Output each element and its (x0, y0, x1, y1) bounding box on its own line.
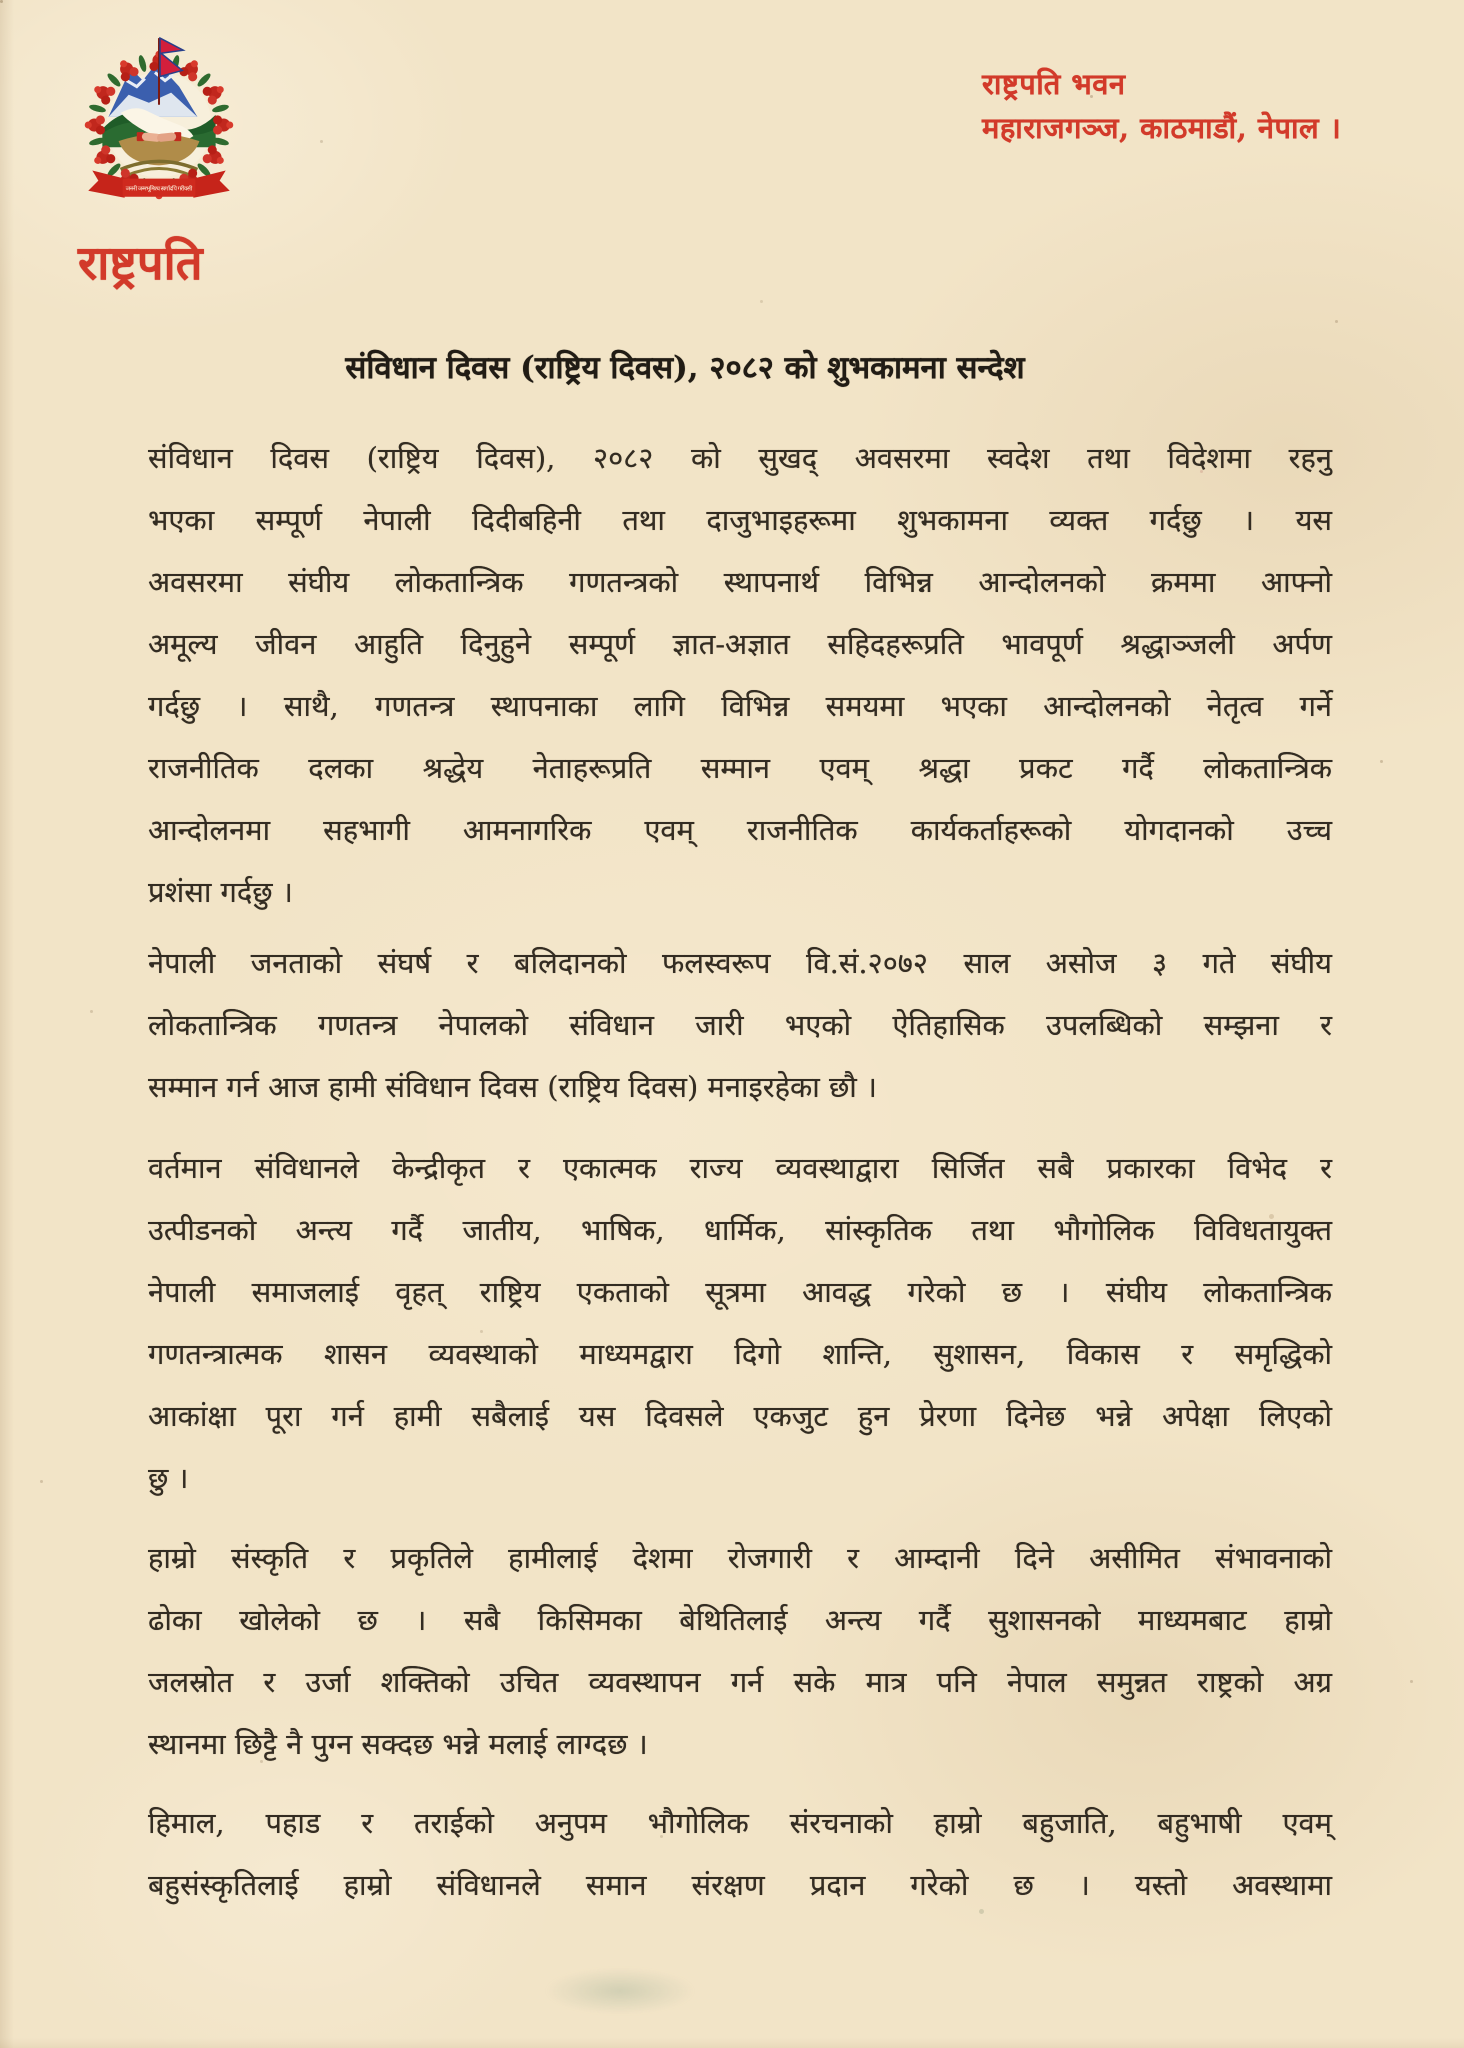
paper-speckles (0, 0, 3, 3)
paragraph-line: जलस्रोत र उर्जा शक्तिको उचित व्यवस्थापन गर्न सके मात्र पनि नेपाल समुन्नत राष्ट्रको अग्र (148, 1665, 1332, 1699)
paragraph-line: उत्पीडनको अन्त्य गर्दै जातीय, भाषिक, धार्मिक, सांस्कृतिक तथा भौगोलिक विविधतायुक्त (148, 1213, 1332, 1247)
paragraph-line: आकांक्षा पूरा गर्न हामी सबैलाई यस दिवसले एकजुट हुन प्रेरणा दिनेछ भन्ने अपेक्षा लिएको (148, 1399, 1332, 1433)
paragraph-line: सम्मान गर्न आज हामी संविधान दिवस (राष्ट्रिय दिवस) मनाइरहेका छौ । (148, 1070, 878, 1104)
nepal-emblem-icon (78, 28, 240, 220)
letterhead-address: महाराजगञ्ज, काठमाडौं, नेपाल । (982, 111, 1342, 145)
paragraph-line: अमूल्य जीवन आहुति दिनुहुने सम्पूर्ण ज्ञात-अज्ञात सहिदहरूप्रति भावपूर्ण श्रद्धाञ्जली अर्पण (148, 627, 1332, 661)
paragraph-line: नेपाली जनताको संघर्ष र बलिदानको फलस्वरूप वि.सं.२०७२ साल असोज ३ गते संघीय (148, 946, 1332, 980)
paragraph-line: अवसरमा संघीय लोकतान्त्रिक गणतन्त्रको स्थापनार्थ विभिन्न आन्दोलनको क्रममा आफ्नो (148, 565, 1332, 599)
paragraph-line: वर्तमान संविधानले केन्द्रीकृत र एकात्मक राज्य व्यवस्थाद्वारा सिर्जित सबै प्रकारका विभेद र (148, 1151, 1332, 1185)
letterhead-seal-title: राष्ट्रपति (78, 236, 203, 291)
paragraph-line: संविधान दिवस (राष्ट्रिय दिवस), २०८२ को सुखद् अवसरमा स्वदेश तथा विदेशमा रहनु (148, 441, 1332, 475)
letterhead-office-name: राष्ट्रपति भवन (982, 67, 1126, 101)
paragraph-line: नेपाली समाजलाई वृहत् राष्ट्रिय एकताको सूत्रमा आवद्ध गरेको छ । संघीय लोकतान्त्रिक (148, 1275, 1332, 1309)
paragraph-line: छु । (148, 1461, 189, 1495)
paragraph-line: हिमाल, पहाड र तराईको अनुपम भौगोलिक संरचनाको हाम्रो बहुजाति, बहुभाषी एवम् (148, 1806, 1332, 1840)
paper-smudge (545, 1968, 695, 2014)
paragraph-line: स्थानमा छिट्टै नै पुग्न सक्दछ भन्ने मलाई लाग्दछ । (148, 1727, 648, 1761)
paragraph-line: हाम्रो संस्कृति र प्रकृतिले हामीलाई देशमा रोजगारी र आम्दानी दिने असीमित संभावनाको (148, 1541, 1332, 1575)
paragraph-line: आन्दोलनमा सहभागी आमनागरिक एवम् राजनीतिक कार्यकर्ताहरूको योगदानको उच्च (148, 813, 1332, 847)
letterhead-address-block (982, 62, 1341, 150)
document-title: संविधान दिवस (राष्ट्रिय दिवस), २०८२ को शुभकामना सन्देश (345, 350, 1025, 386)
paragraph-line: गणतन्त्रात्मक शासन व्यवस्थाको माध्यमद्वारा दिगो शान्ति, सुशासन, विकास र समृद्धिको (148, 1337, 1332, 1371)
paragraph-line: ढोका खोलेको छ । सबै किसिमका बेथितिलाई अन्त्य गर्दै सुशासनको माध्यमबाट हाम्रो (148, 1603, 1332, 1637)
paragraph-line: प्रशंसा गर्दछु । (148, 875, 293, 909)
paragraph-line: गर्दछु । साथै, गणतन्त्र स्थापनाका लागि विभिन्न समयमा भएका आन्दोलनको नेतृत्व गर्ने (148, 689, 1332, 723)
paragraph-line: भएका सम्पूर्ण नेपाली दिदीबहिनी तथा दाजुभाइहरूमा शुभकामना व्यक्त गर्दछु । यस (148, 503, 1332, 537)
paragraph-line: लोकतान्त्रिक गणतन्त्र नेपालको संविधान जारी भएको ऐतिहासिक उपलब्धिको सम्झना र (148, 1008, 1332, 1042)
emblem-motto: जननी जन्मभूमिश्च स्वर्गादपि गरीयसी (125, 185, 193, 193)
paragraph-line: बहुसंस्कृतिलाई हाम्रो संविधानले समान संरक्षण प्रदान गरेको छ । यस्तो अवस्थामा (148, 1868, 1332, 1902)
paragraph-line: राजनीतिक दलका श्रद्धेय नेताहरूप्रति सम्मान एवम् श्रद्धा प्रकट गर्दै लोकतान्त्रिक (148, 751, 1332, 785)
